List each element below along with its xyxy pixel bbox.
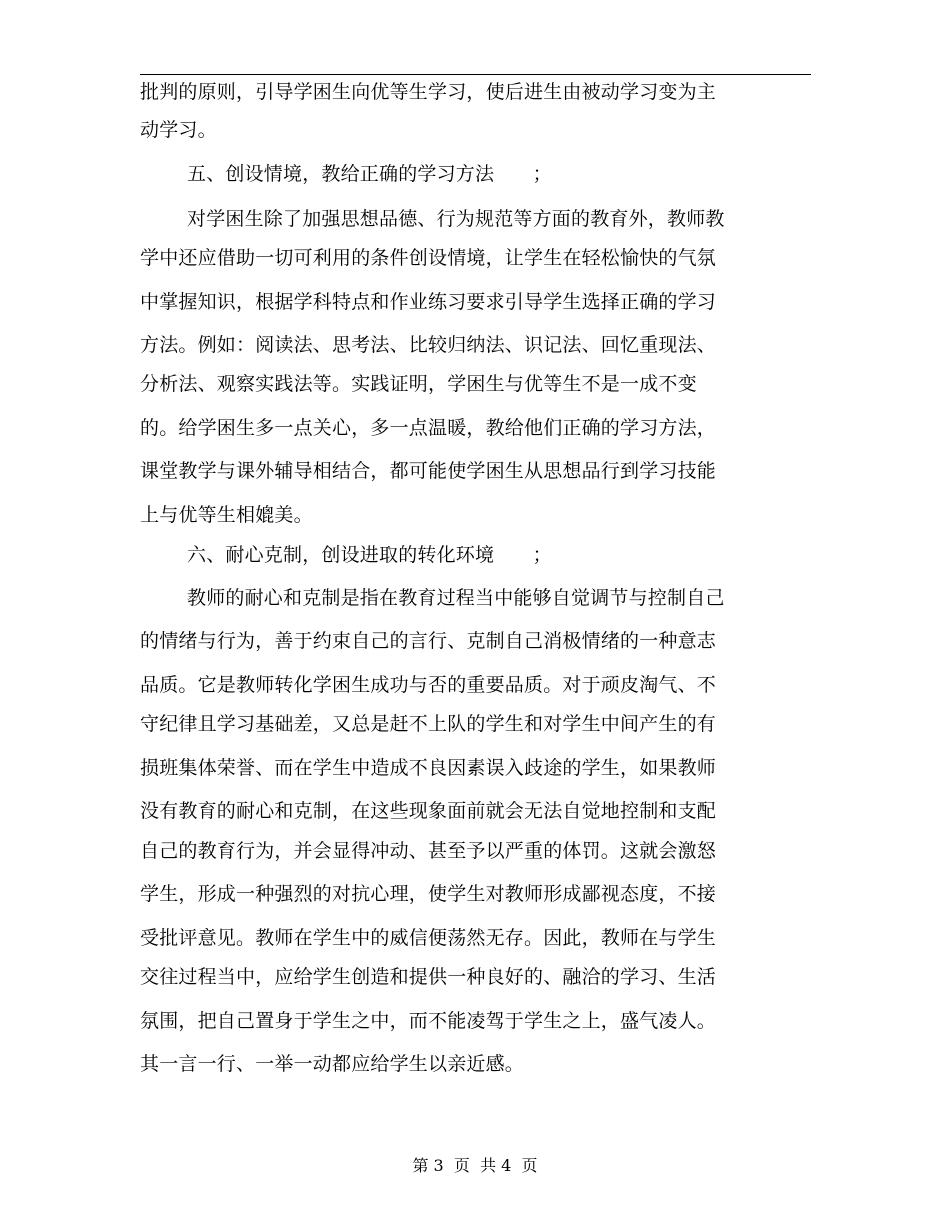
text-line: 守纪律且学习基础差，又总是赶不上队的学生和对学生中间产生的有: [140, 713, 717, 735]
text-line: 教师的耐心和克制是指在教育过程当中能够自觉调节与控制自己: [187, 587, 725, 609]
text-line: 动学习。: [140, 119, 217, 141]
text-line: 其一言一行、一举一动都应给学生以亲近感。: [140, 1053, 525, 1075]
page-footer: 第 3 页 共 4 页: [412, 1156, 538, 1175]
text-line: 的情绪与行为，善于约束自己的言行、克制自己消极情绪的一种意志: [140, 630, 717, 652]
text-line: 损班集体荣誉、而在学生中造成不良因素误入歧途的学生，如果教师: [140, 757, 717, 779]
text-line: 分析法、观察实践法等。实践证明，学困生与优等生不是一成不变: [140, 373, 697, 395]
text-line: 中掌握知识，根据学科特点和作业练习要求引导学生选择正确的学习: [140, 291, 717, 313]
section-heading: 六、耐心克制，创设进取的转化环境 ；: [187, 544, 552, 566]
text-line: 上与优等生相媲美。: [140, 504, 313, 526]
text-line: 氛围，把自己置身于学生之中，而不能凌驾于学生之上，盛气凌人。: [140, 1010, 717, 1032]
text-line: 课堂教学与课外辅导相结合，都可能使学困生从思想品行到学习技能: [140, 460, 717, 482]
text-line: 方法。例如：阅读法、思考法、比较归纳法、识记法、回忆重现法、: [140, 334, 717, 356]
text-line: 对学困生除了加强思想品德、行为规范等方面的教育外，教师教: [187, 208, 725, 230]
section-heading: 五、创设情境，教给正确的学习方法 ；: [187, 163, 552, 185]
text-line: 批判的原则，引导学困生向优等生学习，使后进生由被动学习变为主: [140, 81, 717, 103]
text-line: 学生，形成一种强烈的对抗心理，使学生对教师形成鄙视态度，不接: [140, 883, 717, 905]
text-line: 学中还应借助一切可利用的条件创设情境，让学生在轻松愉快的气氛: [140, 247, 717, 269]
text-line: 交往过程当中，应给学生创造和提供一种良好的、融洽的学习、生活: [140, 966, 717, 988]
text-line: 的。给学困生多一点关心，多一点温暖，教给他们正确的学习方法，: [140, 417, 717, 439]
text-line: 没有教育的耐心和克制，在这些现象面前就会无法自觉地控制和支配: [140, 800, 717, 822]
text-line: 自己的教育行为，并会显得冲动、甚至予以严重的体罚。这就会激怒: [140, 840, 717, 862]
text-line: 受批评意见。教师在学生中的威信便荡然无存。因此，教师在与学生: [140, 927, 717, 949]
text-line: 品质。它是教师转化学困生成功与否的重要品质。对于顽皮淘气、不: [140, 674, 717, 696]
